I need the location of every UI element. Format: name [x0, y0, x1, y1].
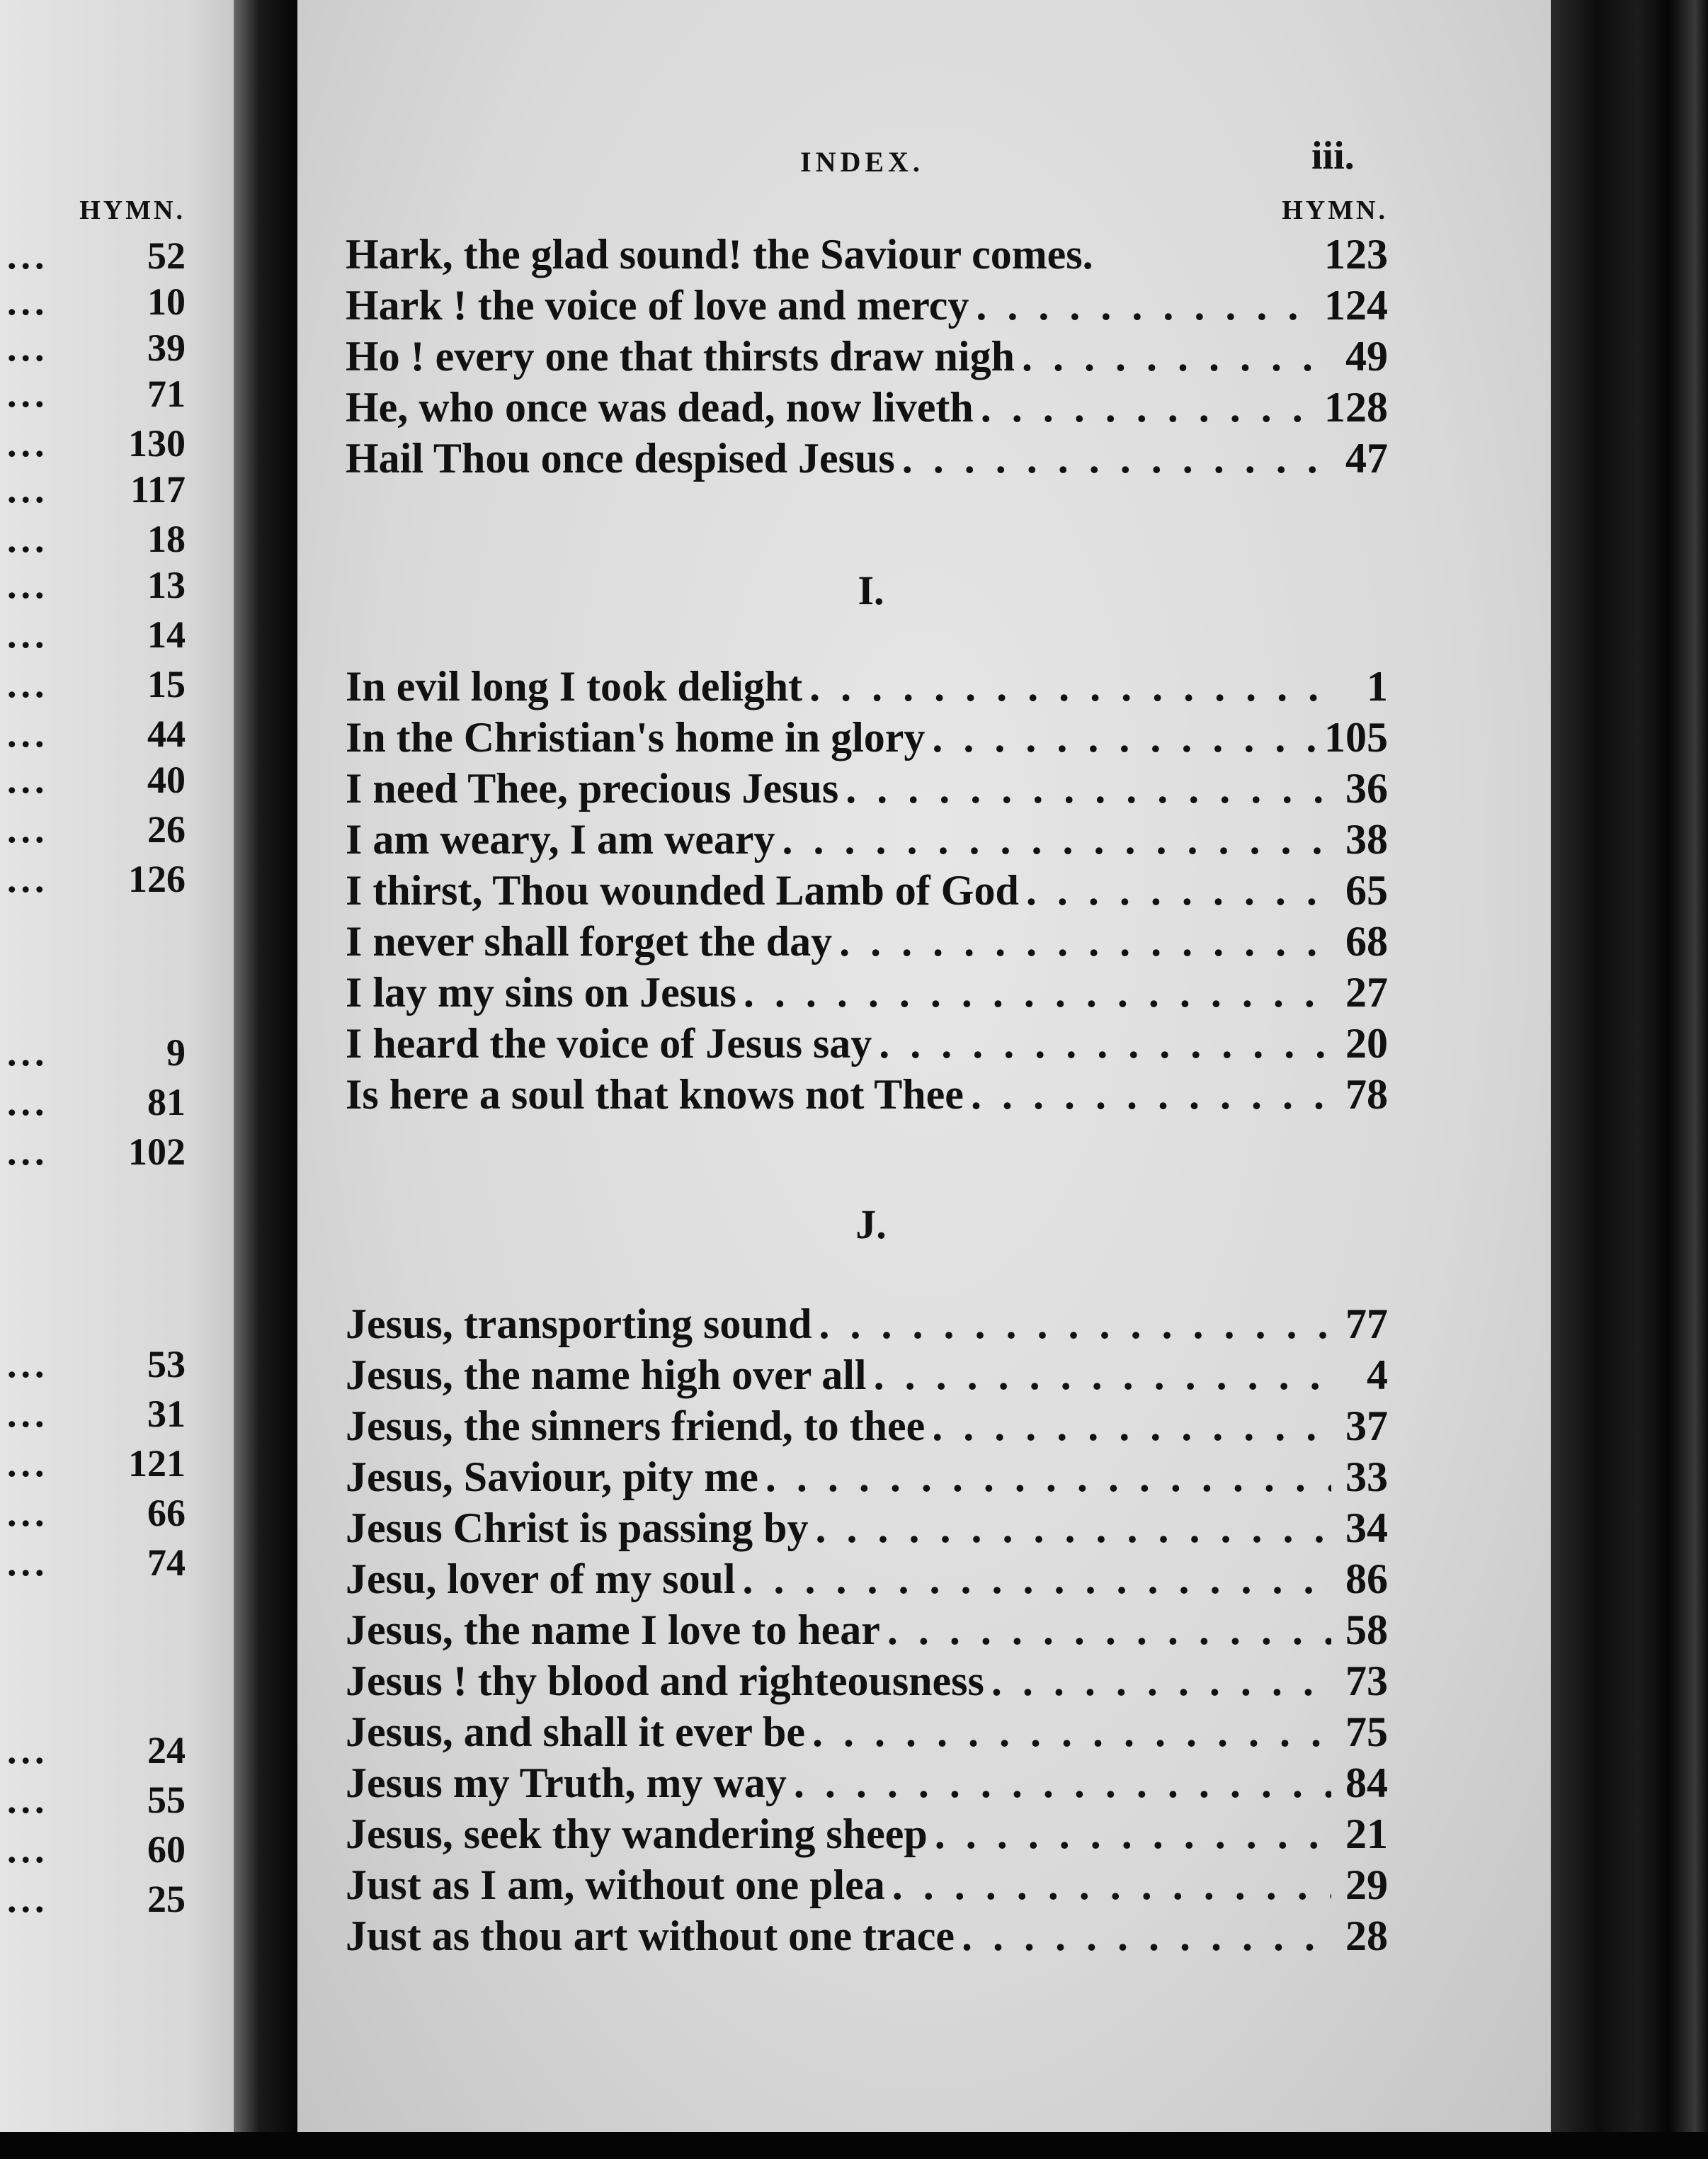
hymn-number: 65: [1345, 867, 1388, 914]
hymn-title: Just as I am, without one plea: [346, 1862, 885, 1908]
hymn-number: 9: [166, 1031, 186, 1074]
left-index-row: [0, 1541, 186, 1583]
index-entry: [346, 1402, 1388, 1449]
hymn-number: 38: [1345, 816, 1388, 863]
hymn-number: 58: [1345, 1606, 1388, 1653]
index-entry: [346, 1810, 1388, 1857]
index-entry: [346, 1759, 1388, 1806]
index-entry: [346, 815, 1388, 862]
hymn-number: 21: [1345, 1810, 1388, 1857]
dot-leader: ...: [7, 663, 49, 706]
left-index-row: [0, 1080, 186, 1123]
hymn-number: 13: [147, 564, 186, 606]
hymn-number: 33: [1345, 1454, 1388, 1500]
hymn-number: 75: [1345, 1708, 1388, 1755]
dot-leader: ...: [7, 759, 49, 801]
hymn-number: 24: [147, 1729, 186, 1772]
dot-leader: ...: [7, 280, 49, 323]
index-entry: [346, 662, 1388, 709]
hymn-number: 29: [1345, 1862, 1388, 1908]
hymn-number: 81: [147, 1081, 186, 1123]
hymn-number: 123: [1324, 231, 1388, 278]
index-entry: [346, 281, 1388, 328]
index-entry: [346, 917, 1388, 964]
index-entry: [346, 1300, 1388, 1347]
hymn-number: 4: [1367, 1352, 1388, 1398]
hymn-title: I lay my sins on Jesus: [346, 969, 736, 1016]
index-entry: [346, 1708, 1388, 1755]
hymn-number: 102: [128, 1130, 186, 1173]
hymn-title: I need Thee, precious Jesus: [346, 765, 839, 812]
dot-leader: ...: [7, 1541, 49, 1584]
dot-leader: [991, 1657, 1331, 1706]
hymn-number: 121: [128, 1442, 186, 1485]
hymn-number: 1: [1367, 663, 1388, 710]
dot-leader: ...: [7, 234, 49, 277]
hymn-number: 71: [147, 373, 186, 415]
hymn-title: Hark, the glad sound! the Saviour comes.: [346, 231, 1093, 278]
hymn-title: Jesu, lover of my soul: [346, 1556, 736, 1602]
left-index-row: [0, 808, 186, 850]
dot-leader: ...: [7, 1130, 49, 1173]
hymn-title: In evil long I took delight: [346, 663, 803, 710]
dot-leader: ...: [7, 1343, 49, 1386]
index-entry: [346, 1657, 1388, 1704]
dot-leader: [879, 1019, 1331, 1068]
hymn-title: Jesus, the name high over all: [346, 1352, 867, 1398]
hymn-number: 18: [147, 518, 186, 560]
left-index-row: [0, 1441, 186, 1484]
hymn-number: 130: [128, 422, 186, 465]
hymn-title: In the Christian's home in glory: [346, 714, 926, 761]
dot-leader: [962, 1912, 1331, 1961]
hymn-title: He, who once was dead, now liveth: [346, 384, 974, 431]
hymn-number: 60: [147, 1828, 186, 1871]
index-entry: [346, 1606, 1388, 1653]
hymn-number: 55: [147, 1779, 186, 1821]
hymn-number: 34: [1345, 1504, 1388, 1551]
dot-leader: [743, 1555, 1331, 1604]
hymn-number: 73: [1345, 1658, 1388, 1704]
index-entry: [346, 1861, 1388, 1908]
hymn-title: Jesus, transporting sound: [346, 1300, 812, 1347]
dot-leader: ...: [7, 373, 49, 415]
hymn-number: 53: [147, 1343, 186, 1386]
page-number: iii.: [1311, 134, 1355, 178]
index-entry: [346, 764, 1388, 811]
hymn-number: 74: [147, 1541, 186, 1584]
hymn-number: 39: [147, 327, 186, 369]
left-index-row: [0, 1130, 186, 1172]
hymn-number: 25: [147, 1878, 186, 1920]
hymn-title: Just as thou art without one trace: [346, 1912, 955, 1959]
index-entry: [346, 1504, 1388, 1551]
hymn-number: 78: [1345, 1071, 1388, 1118]
dot-leader: ...: [7, 422, 49, 465]
left-index-row: [0, 326, 186, 368]
index-entry: [346, 1019, 1388, 1066]
index-entry: [346, 434, 1388, 481]
dot-leader: ...: [7, 613, 49, 656]
dot-leader: [839, 917, 1331, 966]
left-index-row: [0, 1778, 186, 1820]
hymn-number: 36: [1345, 765, 1388, 812]
index-entry: [346, 230, 1388, 277]
section-heading-j: J.: [855, 1201, 887, 1247]
hymn-number: 84: [1345, 1760, 1388, 1806]
hymn-column-head: HYMN.: [1282, 196, 1388, 225]
dot-leader: [744, 968, 1331, 1017]
dot-leader: [1022, 332, 1331, 381]
hymn-title: Hark ! the voice of love and mercy: [346, 282, 969, 329]
dot-leader: [846, 764, 1331, 813]
page-gutter: [234, 0, 297, 2159]
dot-leader: [1026, 866, 1331, 915]
dot-leader: [812, 1708, 1331, 1757]
hymn-title: Is here a soul that knows not Thee: [346, 1071, 964, 1118]
hymn-number: 105: [1324, 714, 1388, 761]
index-entry: [346, 332, 1388, 379]
left-index-row: [0, 563, 186, 606]
left-index-row: [0, 1728, 186, 1771]
hymn-title: I heard the voice of Jesus say: [346, 1020, 872, 1067]
dot-leader: ...: [7, 713, 49, 755]
left-index-row: [0, 758, 186, 800]
dot-leader: [932, 1402, 1331, 1451]
dot-leader: ...: [7, 1828, 49, 1871]
left-index-row: [0, 1392, 186, 1434]
index-entry: [346, 968, 1388, 1015]
dot-leader: ...: [7, 1031, 49, 1074]
hymn-number: 66: [147, 1492, 186, 1534]
hymn-title: Jesus, the name I love to hear: [346, 1606, 880, 1653]
hymn-number: 26: [147, 808, 186, 851]
index-entry: [346, 383, 1388, 430]
hymn-number: 47: [1345, 435, 1388, 482]
index-entry: [346, 866, 1388, 913]
dot-leader: [816, 1504, 1331, 1553]
hymn-title: Ho ! every one that thirsts draw nigh: [346, 333, 1015, 380]
running-head: INDEX.: [800, 146, 924, 178]
dot-leader: [981, 383, 1317, 432]
hymn-title: Jesus, seek thy wandering sheep: [346, 1810, 928, 1857]
hymn-title: I am weary, I am weary: [346, 816, 775, 863]
hymn-number: 40: [147, 759, 186, 801]
hymn-number: 117: [130, 468, 186, 511]
index-entry: [346, 1070, 1388, 1117]
hymn-number: 52: [147, 234, 186, 277]
left-index-row: [0, 421, 186, 464]
dot-leader: [971, 1070, 1331, 1119]
hymn-number: 10: [147, 280, 186, 323]
left-index-row: [0, 1031, 186, 1073]
hymn-number: 86: [1345, 1556, 1388, 1602]
left-index-row: [0, 1342, 186, 1385]
hymn-number: 31: [147, 1393, 186, 1435]
dot-leader: ...: [7, 518, 49, 560]
index-entry: [346, 1555, 1388, 1602]
hymn-title: Jesus ! thy blood and righteousness: [346, 1658, 984, 1704]
index-entry: [346, 1912, 1388, 1959]
dot-leader: ...: [7, 1779, 49, 1821]
dot-leader: [809, 662, 1331, 711]
dot-leader: ...: [7, 858, 49, 900]
hymn-title: Jesus, the sinners friend, to thee: [346, 1402, 926, 1449]
dot-leader: [902, 434, 1331, 483]
hymn-title: Jesus, Saviour, pity me: [346, 1454, 758, 1500]
hymn-number: 14: [147, 613, 186, 656]
hymn-title: Jesus Christ is passing by: [346, 1504, 809, 1551]
left-column-head: HYMN.: [79, 196, 186, 225]
hymn-number: 15: [147, 663, 186, 706]
hymn-title: Jesus my Truth, my way: [346, 1760, 787, 1806]
left-index-row: [0, 280, 186, 322]
dot-leader: [874, 1351, 1331, 1400]
dot-leader: ...: [7, 1442, 49, 1485]
index-entry: [346, 1453, 1388, 1500]
dot-leader: [794, 1759, 1331, 1808]
dot-leader: [932, 713, 1317, 762]
left-index-row: [0, 857, 186, 900]
left-index-row: [0, 517, 186, 560]
dot-leader: ...: [7, 808, 49, 851]
dot-leader: [819, 1300, 1331, 1349]
left-index-row: [0, 712, 186, 754]
hymn-title: I never shall forget the day: [346, 918, 833, 965]
dot-leader: ...: [7, 1878, 49, 1920]
dot-leader: ...: [7, 468, 49, 511]
dot-leader: [782, 815, 1331, 864]
hymn-title: Hail Thou once despised Jesus: [346, 435, 895, 482]
dot-leader: ...: [7, 1492, 49, 1534]
hymn-number: 37: [1345, 1402, 1388, 1449]
hymn-number: 77: [1345, 1300, 1388, 1347]
dot-leader: [887, 1606, 1331, 1655]
index-entry: [346, 1351, 1388, 1398]
hymn-number: 20: [1345, 1020, 1388, 1067]
hymn-number: 27: [1345, 969, 1388, 1016]
book-edge: [1551, 0, 1708, 2159]
left-index-row: [0, 1491, 186, 1534]
section-heading-i: I.: [858, 567, 884, 613]
hymn-number: 28: [1345, 1912, 1388, 1959]
bottom-edge: [0, 2132, 1708, 2159]
left-index-row: [0, 1877, 186, 1920]
left-index-row: [0, 1828, 186, 1870]
dot-leader: ...: [7, 564, 49, 606]
left-index-row: [0, 234, 186, 276]
left-index-row: [0, 372, 186, 414]
dot-leader: [976, 281, 1317, 330]
dot-leader: ...: [7, 327, 49, 369]
dot-leader: ...: [7, 1393, 49, 1435]
hymn-number: 44: [147, 713, 186, 755]
dot-leader: [892, 1861, 1331, 1910]
hymn-number: 68: [1345, 918, 1388, 965]
left-index-row: [0, 662, 186, 705]
dot-leader: [765, 1453, 1331, 1502]
dot-leader: [935, 1810, 1331, 1859]
dot-leader: ...: [7, 1729, 49, 1772]
hymn-number: 126: [128, 858, 186, 900]
index-entry: [346, 713, 1388, 760]
hymn-title: I thirst, Thou wounded Lamb of God: [346, 867, 1019, 914]
hymn-number: 49: [1345, 333, 1388, 380]
hymn-number: 124: [1324, 282, 1388, 329]
left-index-row: [0, 613, 186, 655]
hymn-number: 128: [1324, 384, 1388, 431]
hymn-title: Jesus, and shall it ever be: [346, 1708, 805, 1755]
left-index-row: [0, 468, 186, 510]
dot-leader: ...: [7, 1081, 49, 1123]
